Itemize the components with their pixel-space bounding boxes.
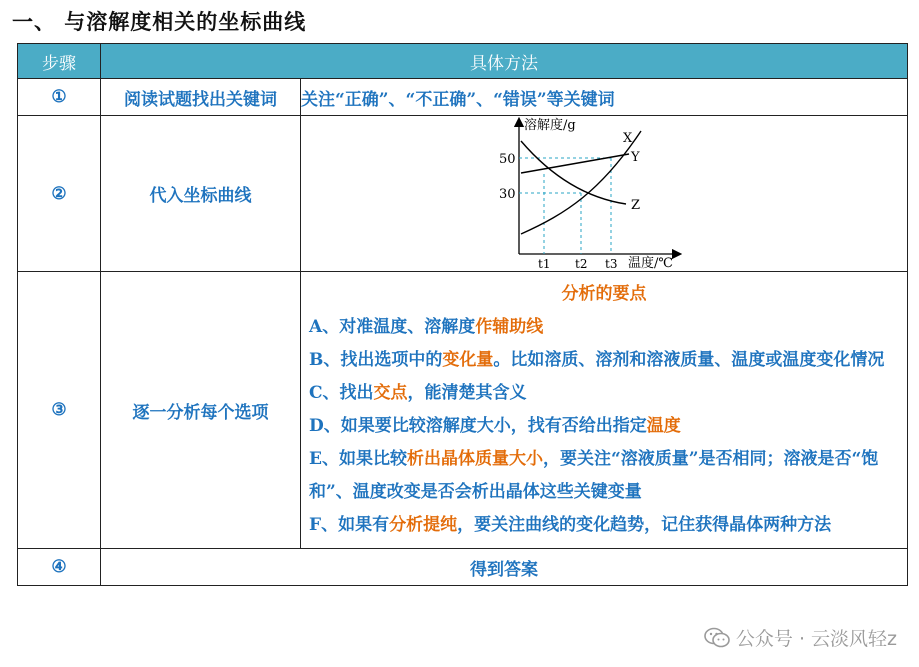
highlight: 作辅助线 — [475, 317, 544, 337]
y-tick-30: 30 — [499, 187, 516, 202]
text: 。比如溶质、溶剂和溶液质量、温度或温度变化情况 — [493, 350, 885, 370]
text: B、找出选项中的 — [309, 350, 443, 370]
analysis-item-c — [309, 377, 899, 410]
analysis-heading: 分析的要点 — [561, 284, 647, 304]
text: F、如果有 — [309, 515, 390, 535]
text: ，要关注“溶液质量”是否相同；溶液是否“饱和”、温度改变是否会析出晶体这些关键变量 — [309, 449, 879, 502]
y-axis-label: 溶解度/g — [524, 118, 576, 133]
final-result: 得到答案 — [101, 549, 908, 586]
curve-label-y: Y — [631, 150, 640, 165]
table-row — [18, 549, 908, 586]
step-name: 代入坐标曲线 — [101, 116, 301, 272]
text: E、如果比较 — [309, 449, 407, 469]
wechat-icon — [704, 627, 730, 649]
step-number: ① — [18, 79, 101, 116]
step-number: ③ — [18, 272, 101, 549]
step-method: 关注“正确”、“不正确”、“错误”等关键词 — [301, 79, 908, 116]
curve-y — [521, 154, 629, 173]
curve-label-z: Z — [631, 198, 641, 213]
page-title: 一、 与溶解度相关的坐标曲线 — [12, 10, 307, 34]
analysis-item-e — [309, 443, 899, 509]
step-name: 阅读试题找出关键词 — [101, 79, 301, 116]
table-header-row — [18, 44, 908, 79]
highlight: 分析提纯 — [389, 515, 458, 535]
x-tick-t3: t3 — [605, 257, 618, 271]
method-table — [17, 43, 908, 586]
analysis-item-d — [309, 410, 899, 443]
text: D、如果要比较溶解度大小，找有否给出指定 — [309, 416, 647, 436]
header-method: 具体方法 — [101, 44, 908, 79]
analysis-item-f — [309, 509, 899, 542]
solubility-graph — [301, 116, 908, 271]
highlight: 析出晶体质量大小 — [406, 449, 543, 469]
curve-z — [521, 141, 626, 204]
watermark-text: 公众号 · 云淡风轻z — [735, 628, 897, 650]
analysis-cell — [301, 272, 908, 549]
highlight: 交点 — [373, 383, 408, 403]
solubility-graph-cell — [301, 116, 908, 272]
watermark — [704, 624, 897, 651]
text: ，要关注曲线的变化趋势，记住获得晶体两种方法 — [457, 515, 832, 535]
table-row — [18, 79, 908, 116]
step-name: 逐一分析每个选项 — [101, 272, 301, 549]
curve-label-x: X — [623, 131, 633, 146]
table-row — [18, 116, 908, 272]
x-axis-label: 温度/℃ — [628, 256, 673, 271]
step-number: ④ — [18, 549, 101, 586]
text: A、对准温度、溶解度 — [309, 317, 476, 337]
y-tick-50: 50 — [499, 152, 516, 167]
header-step: 步骤 — [18, 44, 101, 79]
highlight: 变化量 — [442, 350, 494, 370]
analysis-item-a — [309, 311, 899, 344]
step-number: ② — [18, 116, 101, 272]
x-tick-t1: t1 — [538, 257, 551, 271]
text: C、找出 — [309, 383, 374, 403]
analysis-item-b — [309, 344, 899, 377]
table-row — [18, 272, 908, 549]
x-tick-t2: t2 — [575, 257, 588, 271]
text: ，能清楚其含义 — [407, 383, 527, 403]
highlight: 温度 — [646, 416, 681, 436]
